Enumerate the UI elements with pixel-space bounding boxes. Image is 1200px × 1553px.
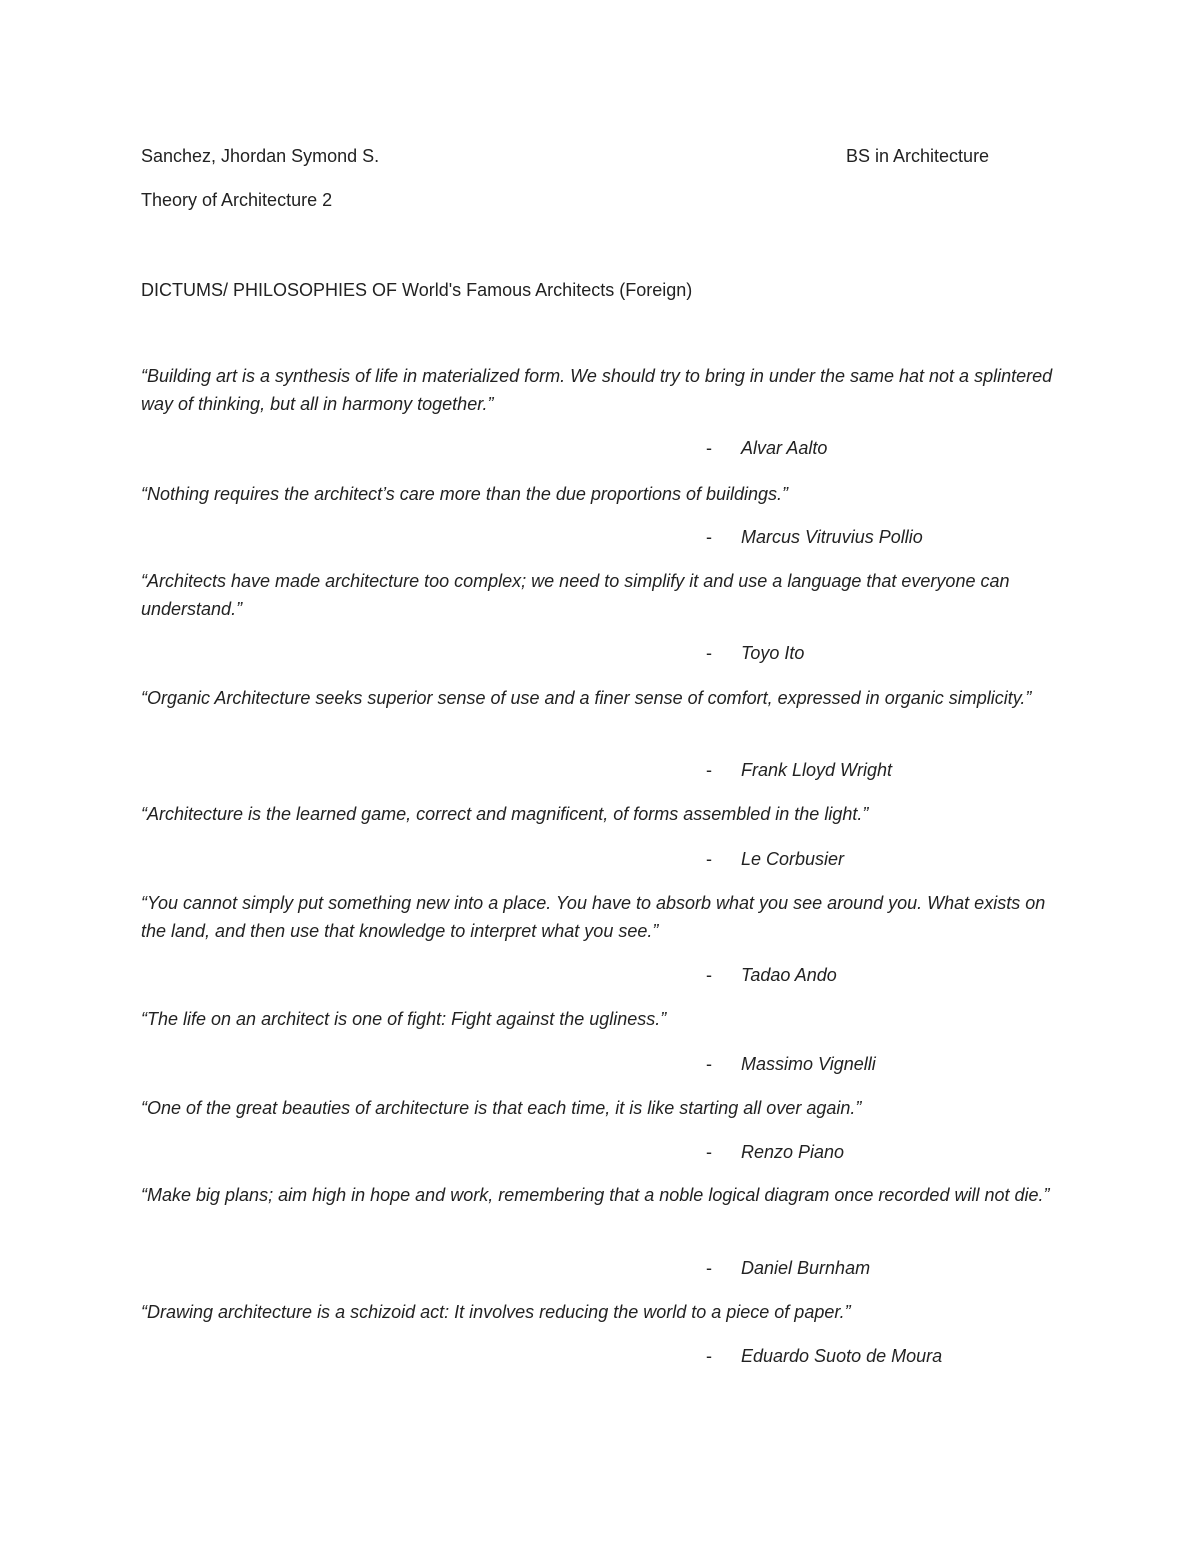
attribution-dash: - (706, 643, 712, 663)
quote-author: Massimo Vignelli (741, 1054, 876, 1074)
quote-text: “Organic Architecture seeks superior sense of use and a finer sense of comfort, expressed in organic simplicity.” (141, 688, 1032, 708)
attribution-dash: - (706, 527, 712, 547)
quote-attribution (706, 845, 844, 873)
quote-text: “Drawing architecture is a schizoid act: It involves reducing the world to a piece of paper.” (141, 1302, 851, 1322)
attribution-dash: - (706, 849, 712, 869)
quote-text: “Building art is a synthesis of life in materialized form. We should try to bring in under the same hat not a splintered way of thinking, but all in harmony together.” (141, 366, 1053, 414)
quote-text: “The life on an architect is one of fight: Fight against the ugliness.” (141, 1009, 667, 1029)
subject-name: Theory of Architecture 2 (141, 190, 333, 210)
quote-attribution (706, 1254, 870, 1282)
quote-author: Le Corbusier (741, 849, 845, 869)
attribution-dash: - (706, 438, 712, 458)
quote-text: “Architects have made architecture too complex; we need to simplify it and use a language that everyone can understand.” (141, 571, 1010, 619)
quote-text: “You cannot simply put something new into a place. You have to absorb what you see around you. What exists on the land, and then use that knowledge to interpret what you see.” (141, 893, 1046, 941)
quote-attribution (706, 434, 827, 462)
student-name: Sanchez, Jhordan Symond S. (141, 146, 380, 166)
quote-text: “One of the great beauties of architecture is that each time, it is like starting all over again.” (141, 1098, 862, 1118)
quote-author: Alvar Aalto (741, 438, 828, 458)
quote-attribution (706, 639, 804, 667)
quote-author: Tadao Ando (741, 965, 837, 985)
document-title: DICTUMS/ PHILOSOPHIES OF World's Famous Architects (Foreign) (141, 280, 693, 300)
attribution-dash: - (706, 1346, 712, 1366)
quote-attribution (706, 756, 892, 784)
quote-author: Toyo Ito (741, 643, 805, 663)
quote-attribution (706, 1342, 942, 1370)
quote-attribution (706, 523, 923, 551)
quote-text: “Nothing requires the architect’s care more than the due proportions of buildings.” (141, 484, 789, 504)
quote-author: Eduardo Suoto de Moura (741, 1346, 943, 1366)
attribution-dash: - (706, 1258, 712, 1278)
quote-text: “Architecture is the learned game, correct and magnificent, of forms assembled in the light.” (141, 804, 869, 824)
course-name: BS in Architecture (846, 146, 990, 166)
quote-author: Renzo Piano (741, 1142, 845, 1162)
quote-attribution (706, 1050, 876, 1078)
attribution-dash: - (706, 1142, 712, 1162)
quote-text: “Make big plans; aim high in hope and work, remembering that a noble logical diagram once recorded will not die.” (141, 1185, 1050, 1205)
quote-author: Daniel Burnham (741, 1258, 871, 1278)
attribution-dash: - (706, 965, 712, 985)
quote-author: Marcus Vitruvius Pollio (741, 527, 923, 547)
quote-attribution (706, 961, 837, 989)
attribution-dash: - (706, 760, 712, 780)
quote-author: Frank Lloyd Wright (741, 760, 893, 780)
attribution-dash: - (706, 1054, 712, 1074)
quote-attribution (706, 1138, 844, 1166)
